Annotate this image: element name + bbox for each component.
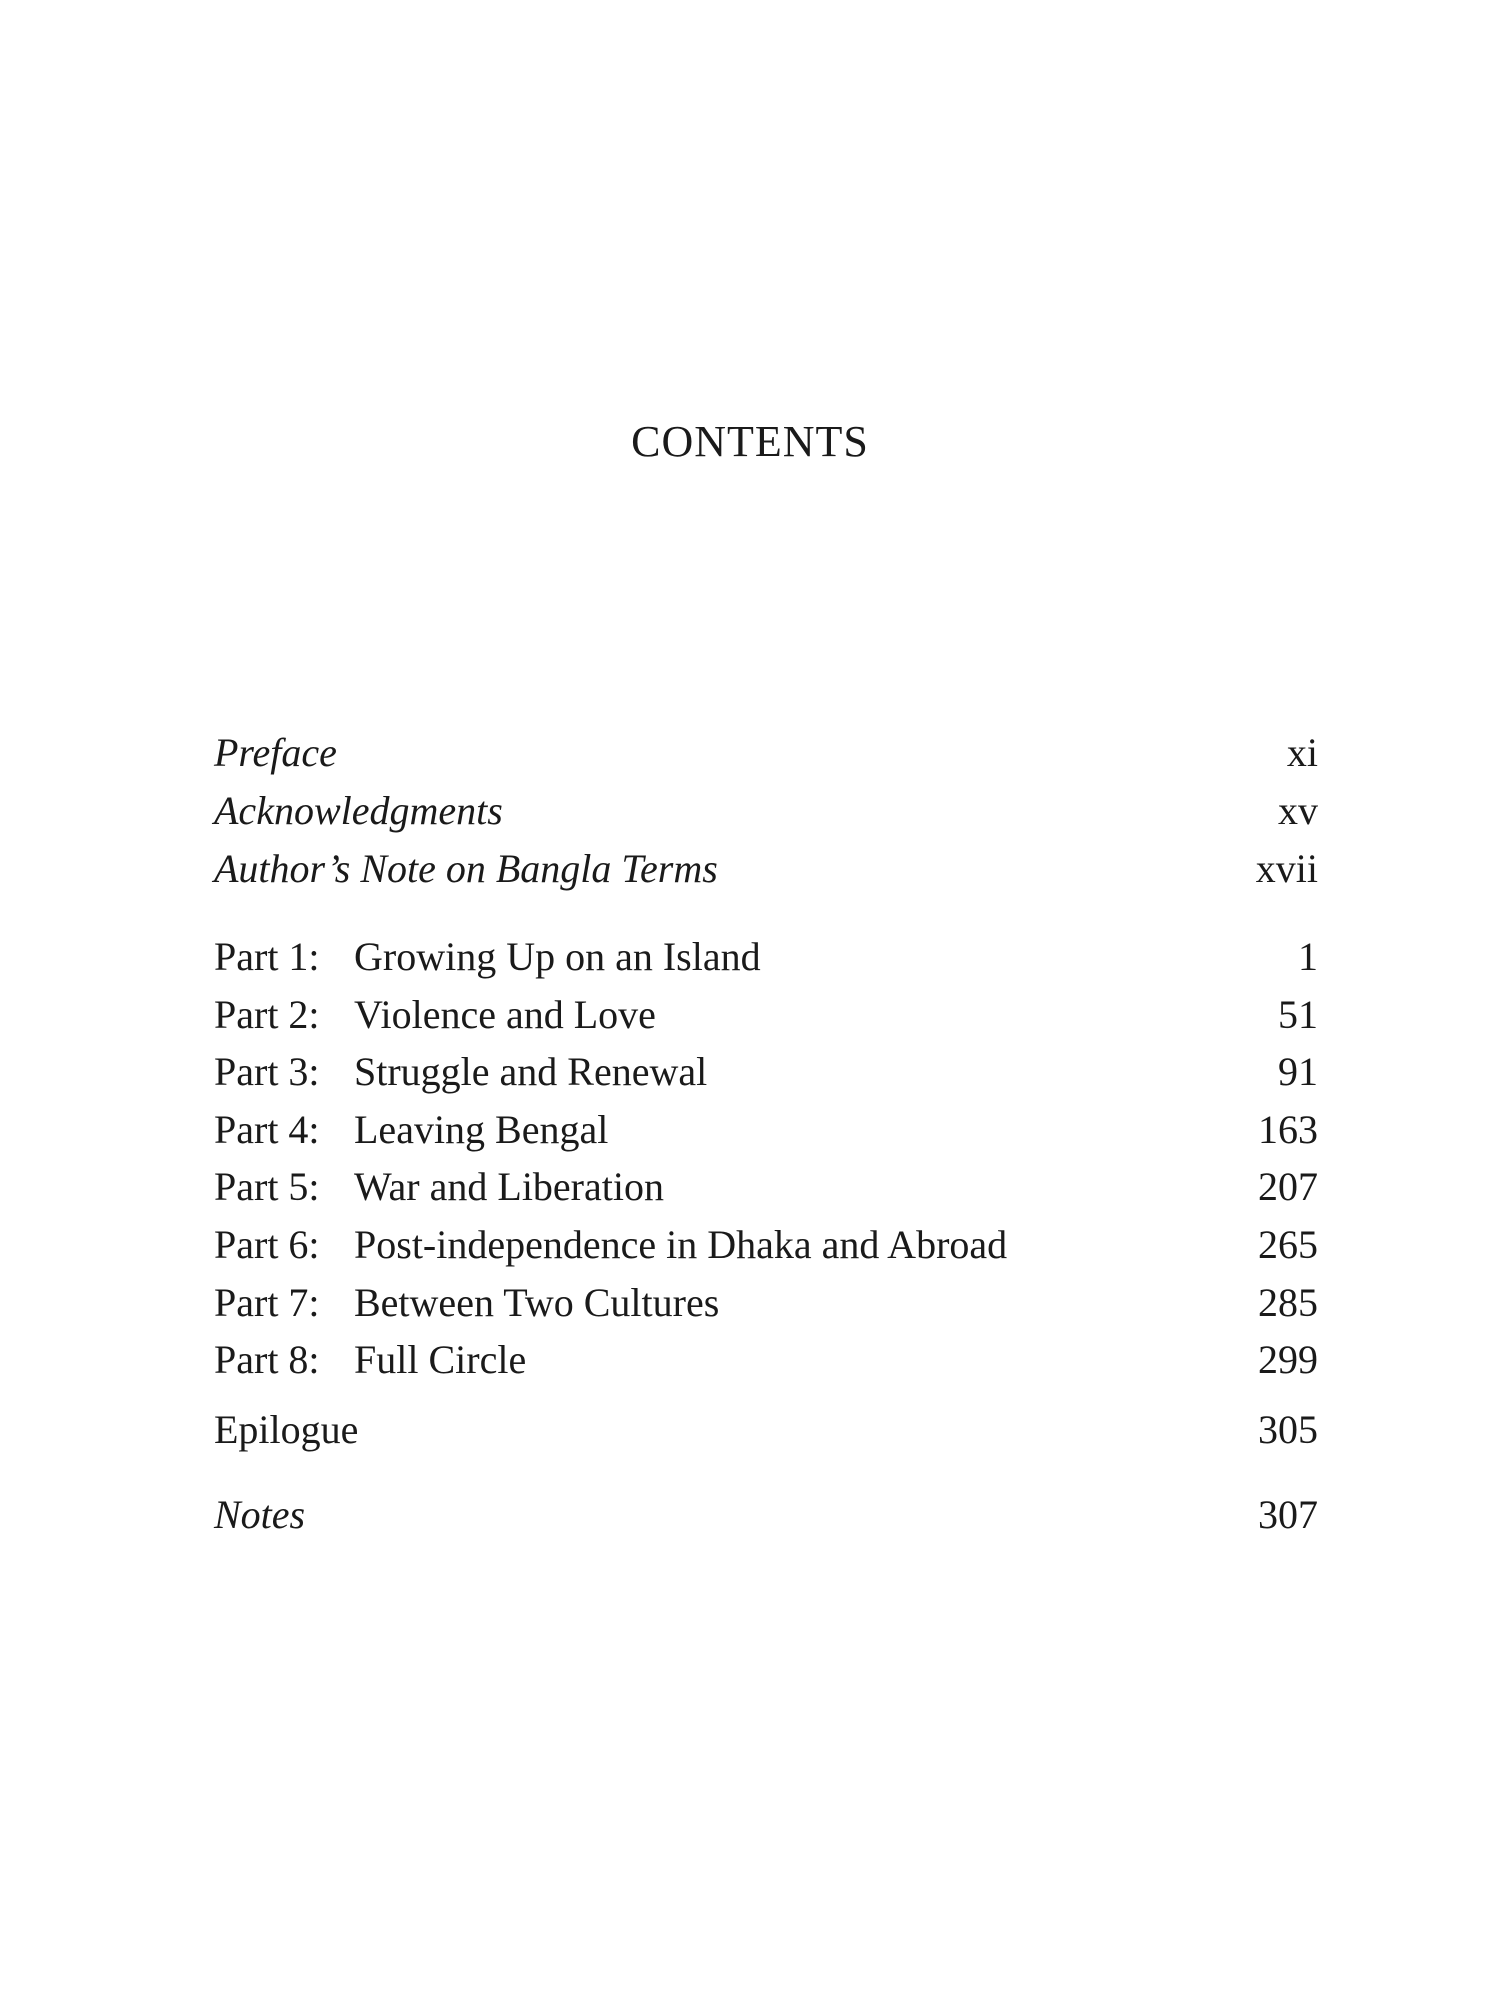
toc-entry-part-6[interactable]	[214, 1220, 1318, 1270]
toc-entry-part-3[interactable]	[214, 1047, 1318, 1097]
toc-entry-page: xv	[1278, 788, 1318, 833]
toc-part-number: Part 6:	[214, 1222, 320, 1267]
toc-entry-page: xi	[1286, 730, 1318, 775]
toc-part-number: Part 3:	[214, 1049, 320, 1094]
toc-entry-label: Post-independence in Dhaka and Abroad	[354, 1222, 1008, 1267]
toc-entry-label: Between Two Cultures	[354, 1280, 720, 1325]
toc-entry-page: 285	[1258, 1280, 1318, 1325]
toc-entry-authors-note[interactable]	[214, 844, 1318, 894]
toc-part-number: Part 4:	[214, 1107, 320, 1152]
toc-entry-page: 307	[1258, 1492, 1318, 1537]
toc-part-number: Part 5:	[214, 1164, 320, 1209]
toc-entry-part-1[interactable]	[214, 932, 1318, 982]
toc-entry-label: War and Liberation	[354, 1164, 664, 1209]
toc-entry-page: 265	[1258, 1222, 1318, 1267]
toc-entry-page: xvii	[1255, 846, 1318, 891]
toc-entry-label: Preface	[214, 730, 337, 775]
toc-entry-page: 1	[1298, 934, 1318, 979]
toc-entry-acknowledgments[interactable]	[214, 786, 1318, 836]
toc-entry-preface[interactable]	[214, 728, 1318, 778]
toc-entry-page: 299	[1258, 1337, 1318, 1382]
toc-part-number: Part 2:	[214, 992, 320, 1037]
toc-entry-page: 305	[1258, 1407, 1318, 1452]
toc-entry-page: 163	[1258, 1107, 1318, 1152]
toc-entry-label: Struggle and Renewal	[354, 1049, 708, 1094]
toc-entry-label: Author’s Note on Bangla Terms	[214, 846, 718, 891]
toc-entry-page: 51	[1278, 992, 1318, 1037]
toc-entry-epilogue[interactable]	[214, 1405, 1318, 1455]
toc-entry-label: Growing Up on an Island	[354, 934, 761, 979]
toc-entry-label: Acknowledgments	[214, 788, 503, 833]
toc-entry-part-2[interactable]	[214, 990, 1318, 1040]
toc-entry-label: Full Circle	[354, 1337, 527, 1382]
toc-entry-label: Violence and Love	[354, 992, 656, 1037]
toc-entry-part-5[interactable]	[214, 1162, 1318, 1212]
toc-part-number: Part 8:	[214, 1337, 320, 1382]
toc-part-number: Part 7:	[214, 1280, 320, 1325]
toc-entry-part-4[interactable]	[214, 1105, 1318, 1155]
toc-entry-label: Leaving Bengal	[354, 1107, 609, 1152]
toc-part-number: Part 1:	[214, 934, 320, 979]
toc-entry-notes[interactable]	[214, 1490, 1318, 1540]
toc-entry-part-7[interactable]	[214, 1278, 1318, 1328]
toc-entry-label: Epilogue	[214, 1407, 359, 1452]
page-title: CONTENTS	[631, 417, 869, 466]
toc-entry-page: 207	[1258, 1164, 1318, 1209]
toc-entry-label: Notes	[214, 1492, 306, 1537]
toc-entry-part-8[interactable]	[214, 1335, 1318, 1385]
toc-entry-page: 91	[1278, 1049, 1318, 1094]
